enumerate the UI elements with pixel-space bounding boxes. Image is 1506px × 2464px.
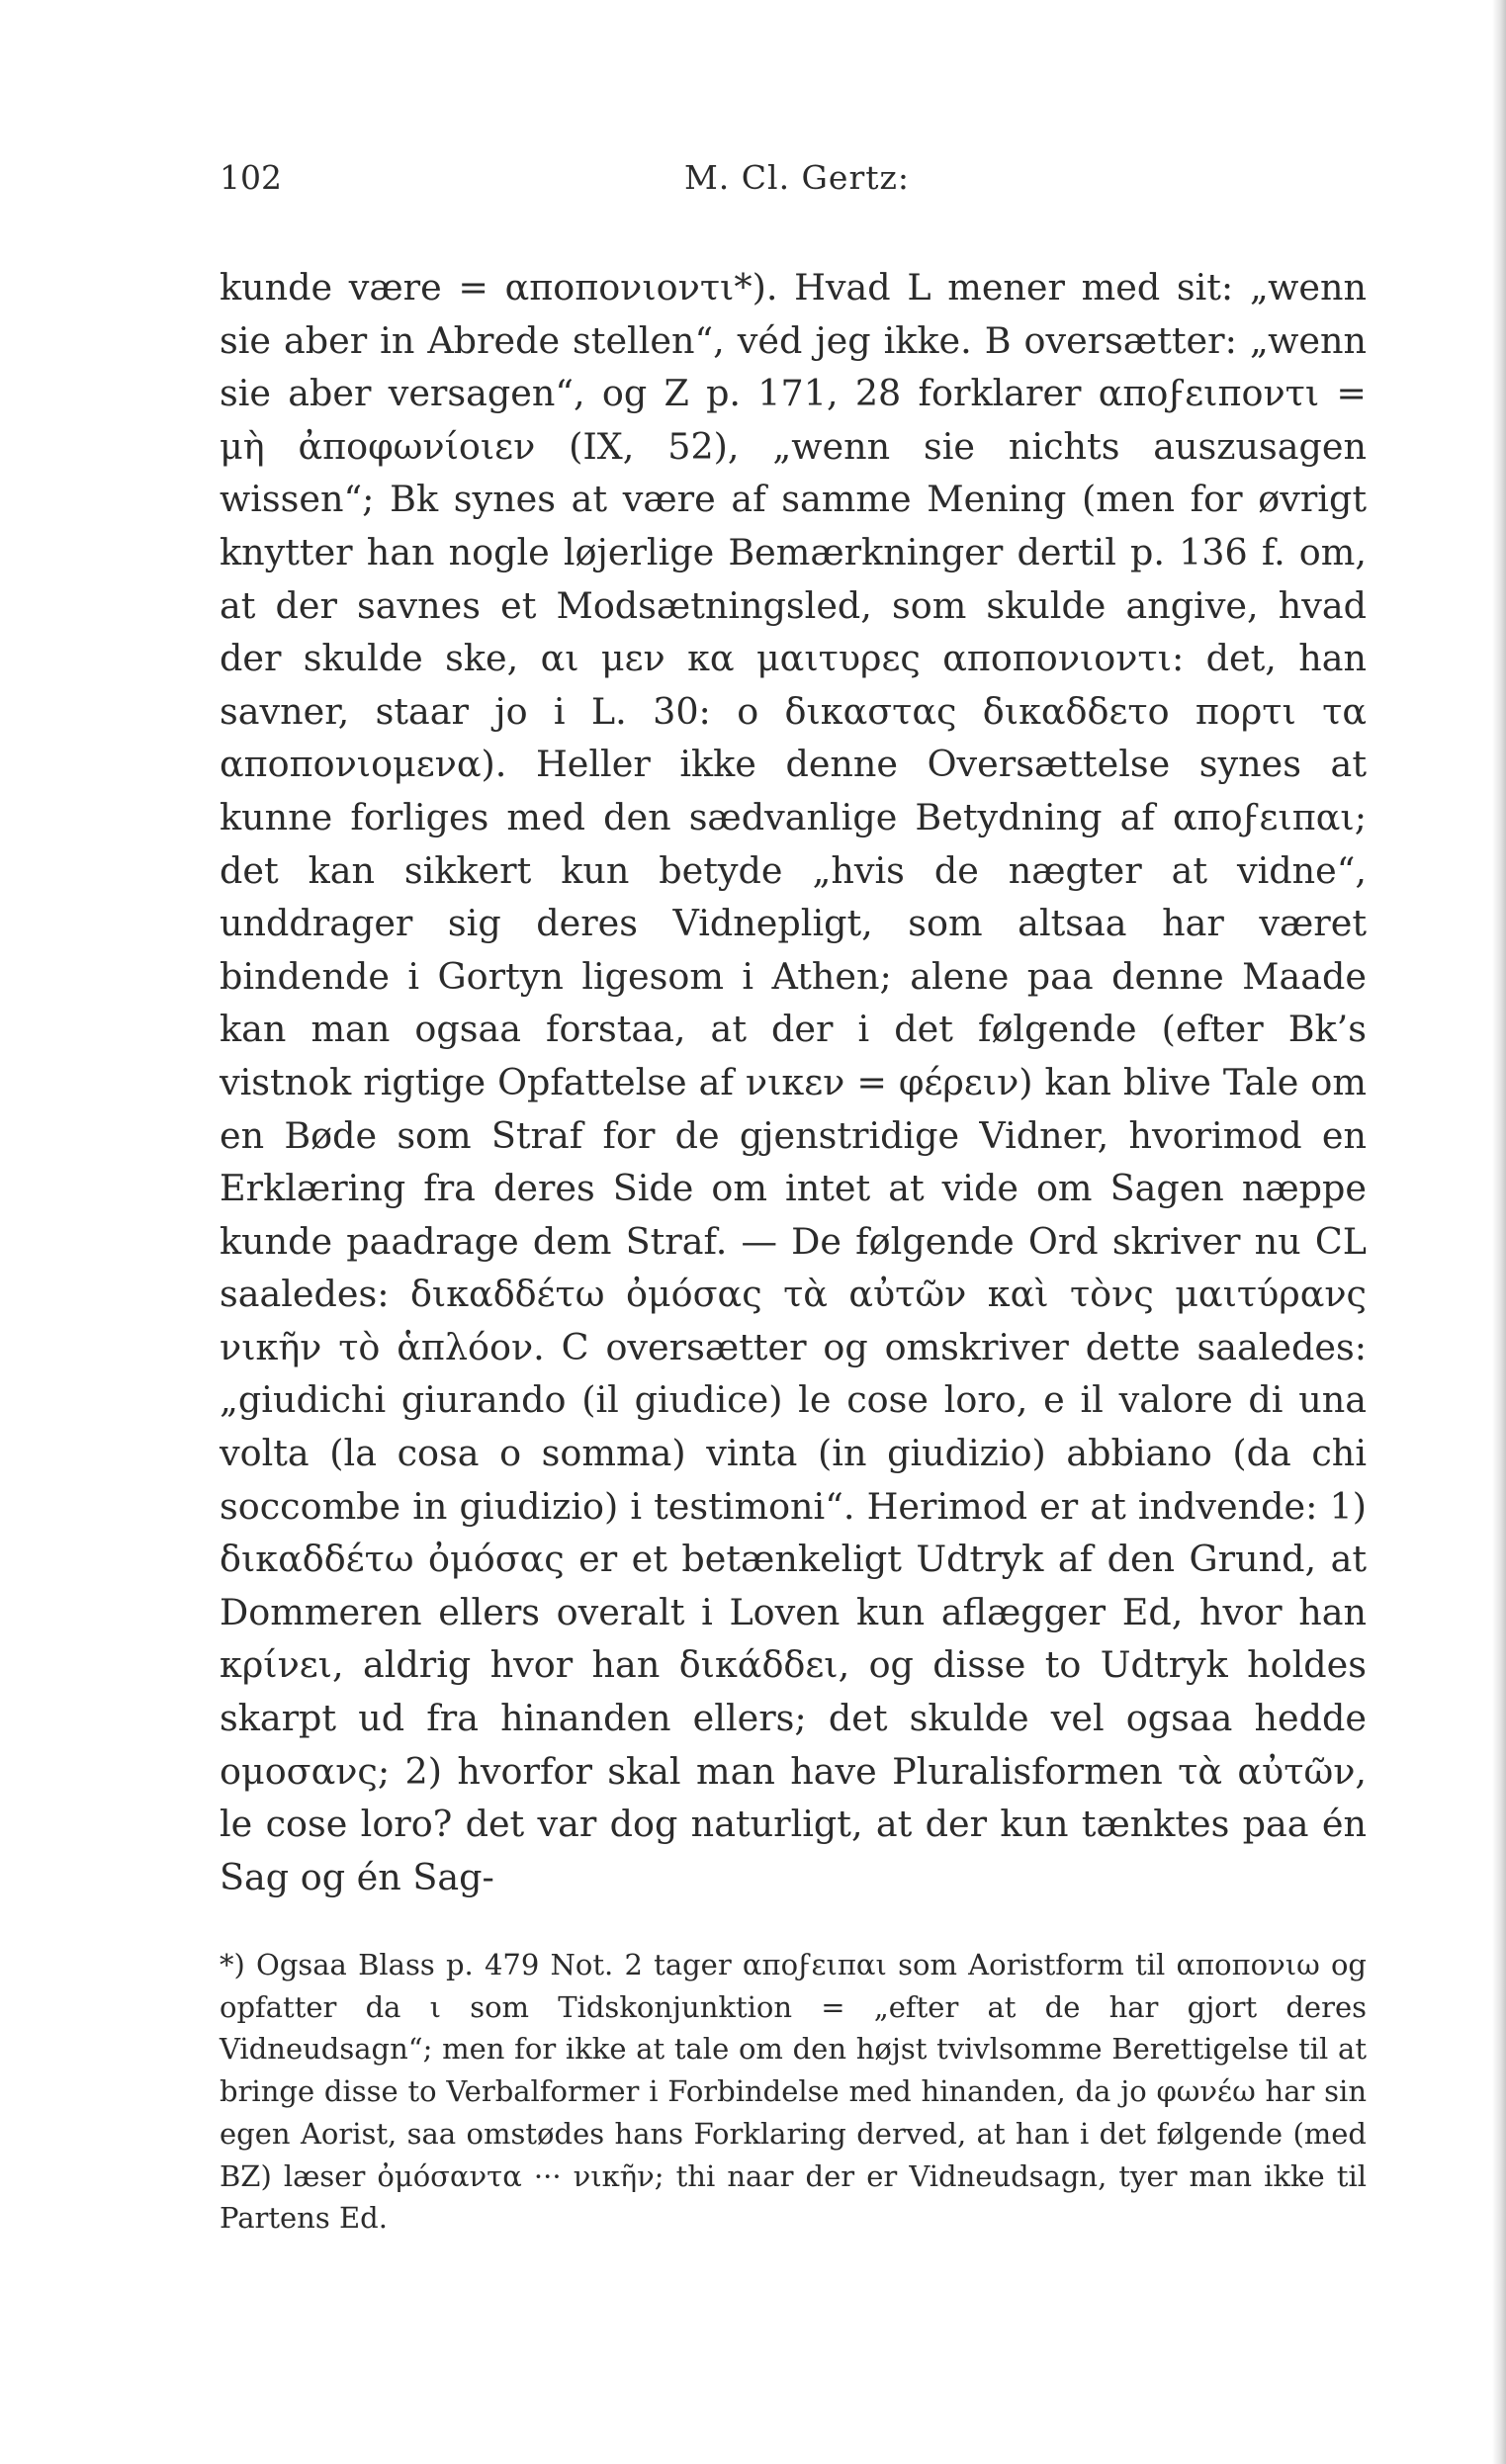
body-paragraph: kunde være = αποπονιοντι*). Hvad L mener med sit: „wenn sie aber in Abrede stellen“, véd jeg ikke. B oversætter: „wenn sie aber versagen“, og Z p. 171, 28 forklarer αποϝειποντι = μὴ ἀποφωνίοιεν (IX, 52), „wenn sie nichts auszusagen wissen“; Bk synes at være af samme Mening (men for øvrigt knytter han nogle løjerlige Bemærkninger dertil p. 136 f. om, at der savnes et Modsætningsled, som skulde angive, hvad der skulde ske, αι μεν κα μαιτυρες αποπονιοντι: det, han savner, staar jo i L. 30: ο δικαστας δικαδδετο πορτι τα αποπονιομενα). Heller ikke denne Oversættelse synes at kunne forliges med den sædvanlige Betydning af αποϝειπαι; det kan sikkert kun betyde „hvis de nægter at vidne“, unddrager sig deres Vidnepligt, som altsaa har været bindende i Gortyn ligesom i Athen; alene paa denne Maade kan man ogsaa forstaa, at der i det følgende (efter Bk’s vistnok rigtige Opfattelse af νικεν = φέρειν) kan blive Tale om en Bøde som Straf for de gjenstridige Vidner, hvorimod en Erklæring fra deres Side om intet at vide om Sagen næppe kunde paadrage dem Straf. — De følgende Ord skriver nu CL saaledes: δικαδδέτω ὀμόσας τὰ αὐτῶν καὶ τὸνς μαιτύρανς νικῆν τὸ ἁπλόον. C oversætter og omskriver dette saaledes: „giudichi giurando (il giudice) le cose loro, e il valore di una volta (la cosa o somma) vinta (in giudizio) abbiano (da chi soccombe in giudizio) i testimoni“. Herimod er at indvende: 1) δικαδδέτω ὀμόσας er et betænkeligt Udtryk af den Grund, at Dommeren ellers overalt i Loven kun aflægger Ed, hvor han κρίνει, aldrig hvor han δικάδδει, og disse to Udtryk holdes skarpt ud fra hinanden ellers; det skulde vel ogsaa hedde ομοσανς; 2) hvorfor skal man have Pluralisformen τὰ αὐτῶν, le cose loro? det var dog naturligt, at der kun tænktes paa én Sag og én Sag- [220, 266, 1367, 1898]
main-text [220, 261, 1367, 1903]
running-head: M. Cl. Gertz: [684, 158, 910, 197]
page-edge-shadow [1492, 0, 1506, 2464]
footnote-text: *) Ogsaa Blass p. 479 Not. 2 tager αποϝειπαι som Aoristform til αποπονιω og opfatter da ι som Tidskonjunktion = „efter at de har gjort deres Vidneudsagn“; men for ikke at tale om den højst tvivlsomme Berettigelse til at bringe disse to Verbalformer i Forbindelse med hinanden, da jo φωνέω har sin egen Aorist, saa omstødes hans Forklaring derved, at han i det følgende (med BZ) læser ὀμόσαντα ··· νικῆν; thi naar der er Vidneudsagn, tyer man ikke til Partens Ed. [220, 1948, 1367, 2236]
footnote [220, 1944, 1367, 2240]
page-number: 102 [220, 158, 282, 197]
page-header [220, 158, 1367, 208]
